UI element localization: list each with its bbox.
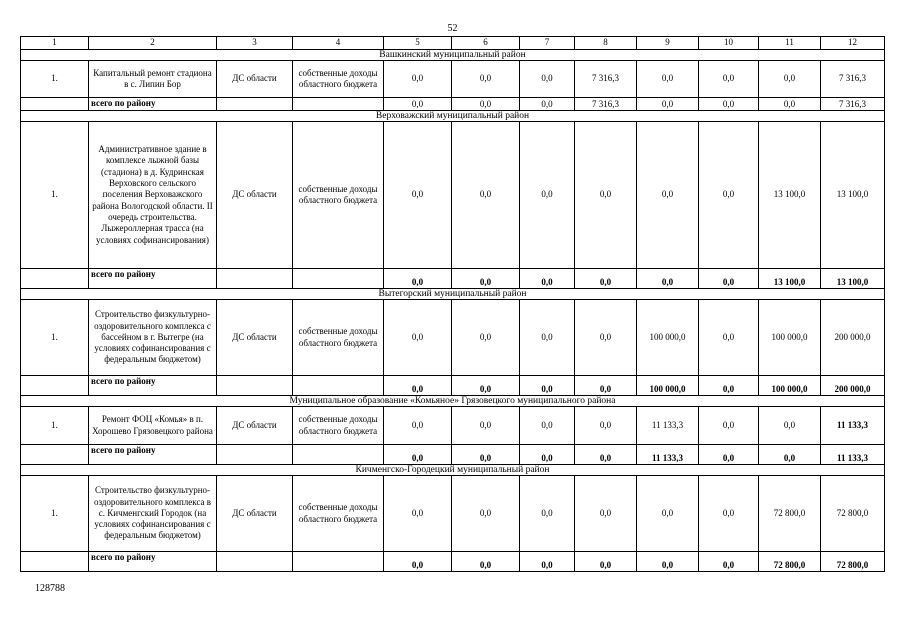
total-cell: 0,0	[520, 98, 575, 111]
value-cell: 100 000,0	[759, 300, 821, 376]
total-cell: 0,0	[384, 552, 452, 572]
value-cell: 0,0	[637, 476, 699, 552]
district-header-row	[21, 396, 885, 407]
total-label: всего по району	[89, 269, 217, 289]
total-label: всего по району	[89, 98, 217, 111]
total-cell: 0,0	[575, 269, 637, 289]
district-total-row	[21, 376, 885, 396]
value-cell: 11 133,3	[637, 407, 699, 445]
project-row	[21, 300, 885, 376]
value-cell: 0,0	[384, 300, 452, 376]
total-cell: 0,0	[520, 552, 575, 572]
value-cell: 200 000,0	[821, 300, 885, 376]
customer: ДС области	[217, 300, 293, 376]
row-number: 1.	[21, 122, 89, 269]
funding-source: собственные доходы областного бюджета	[293, 61, 384, 98]
value-cell: 0,0	[384, 122, 452, 269]
total-cell: 200 000,0	[821, 376, 885, 396]
project-name: Строительство физкультурно-оздоровительного комплекса в с. Кичменгский Городок (на условиях софинансирования с федеральным бюджетом)	[89, 476, 217, 552]
total-cell: 0,0	[452, 552, 520, 572]
total-cell: 0,0	[452, 445, 520, 465]
column-number-row	[21, 37, 885, 50]
column-header: 9	[637, 37, 699, 50]
value-cell: 0,0	[520, 61, 575, 98]
total-cell: 7 316,3	[575, 98, 637, 111]
column-header: 2	[89, 37, 217, 50]
row-number: 1.	[21, 407, 89, 445]
value-cell: 0,0	[699, 407, 759, 445]
total-cell: 11 133,3	[637, 445, 699, 465]
total-cell: 0,0	[637, 552, 699, 572]
row-number: 1.	[21, 61, 89, 98]
district-name: Вашкинский муниципальный район	[21, 50, 885, 61]
column-header: 12	[821, 37, 885, 50]
value-cell: 0,0	[452, 407, 520, 445]
funding-source: собственные доходы областного бюджета	[293, 122, 384, 269]
total-cell: 0,0	[575, 445, 637, 465]
value-cell: 0,0	[575, 407, 637, 445]
total-label: всего по району	[89, 445, 217, 465]
value-cell: 0,0	[452, 300, 520, 376]
total-cell: 100 000,0	[637, 376, 699, 396]
customer: ДС области	[217, 61, 293, 98]
total-cell: 0,0	[452, 269, 520, 289]
total-cell: 72 800,0	[759, 552, 821, 572]
district-total-row	[21, 445, 885, 465]
total-cell: 0,0	[384, 445, 452, 465]
funding-source: собственные доходы областного бюджета	[293, 300, 384, 376]
district-header-row	[21, 111, 885, 122]
total-cell: 0,0	[759, 98, 821, 111]
district-header-row	[21, 50, 885, 61]
total-cell: 13 100,0	[759, 269, 821, 289]
value-cell: 11 133,3	[821, 407, 885, 445]
value-cell: 0,0	[452, 122, 520, 269]
value-cell: 0,0	[699, 300, 759, 376]
row-number: 1.	[21, 300, 89, 376]
total-cell: 0,0	[699, 552, 759, 572]
district-name: Вытегорский муниципальный район	[21, 289, 885, 300]
value-cell: 13 100,0	[759, 122, 821, 269]
column-header: 11	[759, 37, 821, 50]
total-cell: 0,0	[699, 376, 759, 396]
total-cell: 0,0	[384, 98, 452, 111]
district-total-row	[21, 552, 885, 572]
value-cell: 7 316,3	[575, 61, 637, 98]
value-cell: 0,0	[575, 476, 637, 552]
value-cell: 0,0	[637, 61, 699, 98]
total-cell: 0,0	[637, 269, 699, 289]
row-number: 1.	[21, 476, 89, 552]
total-cell: 0,0	[575, 552, 637, 572]
total-cell: 0,0	[452, 376, 520, 396]
value-cell: 0,0	[384, 61, 452, 98]
total-cell: 0,0	[520, 269, 575, 289]
total-cell: 11 133,3	[821, 445, 885, 465]
total-cell: 100 000,0	[759, 376, 821, 396]
total-cell: 0,0	[699, 269, 759, 289]
district-total-row	[21, 98, 885, 111]
value-cell: 0,0	[575, 122, 637, 269]
value-cell: 0,0	[520, 407, 575, 445]
column-header: 10	[699, 37, 759, 50]
value-cell: 0,0	[384, 407, 452, 445]
value-cell: 0,0	[699, 61, 759, 98]
project-name: Строительство физкультурно-оздоровительного комплекса с бассейном в г. Вытегре (на условиях софинансирования с федеральным бюджетом)	[89, 300, 217, 376]
project-name: Административное здание в комплексе лыжной базы (стадиона) в д. Кудринская Верховского сельского поселения Верховажского района Вологодской области. II очередь строительства. Лыжероллерная трасса (на условиях софинансирования)	[89, 122, 217, 269]
page-number: 52	[447, 23, 458, 34]
column-header: 6	[452, 37, 520, 50]
total-label: всего по району	[89, 376, 217, 396]
column-header: 3	[217, 37, 293, 50]
value-cell: 0,0	[699, 476, 759, 552]
column-header: 5	[384, 37, 452, 50]
total-cell: 0,0	[637, 98, 699, 111]
district-header-row	[21, 465, 885, 476]
value-cell: 0,0	[699, 122, 759, 269]
column-header: 4	[293, 37, 384, 50]
value-cell: 7 316,3	[821, 61, 885, 98]
project-row	[21, 122, 885, 269]
total-label: всего по району	[89, 552, 217, 572]
value-cell: 72 800,0	[821, 476, 885, 552]
value-cell: 0,0	[575, 300, 637, 376]
total-cell: 0,0	[699, 445, 759, 465]
value-cell: 0,0	[759, 61, 821, 98]
value-cell: 0,0	[384, 476, 452, 552]
total-cell: 13 100,0	[821, 269, 885, 289]
total-cell: 0,0	[452, 98, 520, 111]
value-cell: 0,0	[452, 61, 520, 98]
value-cell: 0,0	[520, 476, 575, 552]
total-cell: 0,0	[384, 376, 452, 396]
total-cell: 0,0	[575, 376, 637, 396]
value-cell: 0,0	[520, 300, 575, 376]
district-name: Кичменгско-Городецкий муниципальный район	[21, 465, 885, 476]
customer: ДС области	[217, 407, 293, 445]
project-row	[21, 61, 885, 98]
project-row	[21, 407, 885, 445]
value-cell: 13 100,0	[821, 122, 885, 269]
total-cell: 0,0	[520, 376, 575, 396]
total-cell: 0,0	[520, 445, 575, 465]
total-cell: 0,0	[759, 445, 821, 465]
project-row	[21, 476, 885, 552]
total-cell: 72 800,0	[821, 552, 885, 572]
document-code: 128788	[35, 583, 65, 594]
value-cell: 0,0	[520, 122, 575, 269]
value-cell: 72 800,0	[759, 476, 821, 552]
district-name: Муниципальное образование «Комьяное» Грязовецкого муниципального района	[21, 396, 885, 407]
funding-source: собственные доходы областного бюджета	[293, 476, 384, 552]
customer: ДС области	[217, 476, 293, 552]
project-name: Капитальный ремонт стадиона в с. Липин Бор	[89, 61, 217, 98]
funding-source: собственные доходы областного бюджета	[293, 407, 384, 445]
column-header: 8	[575, 37, 637, 50]
district-total-row	[21, 269, 885, 289]
budget-table	[20, 36, 885, 572]
district-name: Верховажский муниципальный район	[21, 111, 885, 122]
district-header-row	[21, 289, 885, 300]
customer: ДС области	[217, 122, 293, 269]
value-cell: 0,0	[452, 476, 520, 552]
total-cell: 7 316,3	[821, 98, 885, 111]
project-name: Ремонт ФОЦ «Комья» в п. Хорошево Грязовецкого района	[89, 407, 217, 445]
total-cell: 0,0	[699, 98, 759, 111]
value-cell: 0,0	[637, 122, 699, 269]
column-header: 1	[21, 37, 89, 50]
total-cell: 0,0	[384, 269, 452, 289]
value-cell: 100 000,0	[637, 300, 699, 376]
value-cell: 0,0	[759, 407, 821, 445]
column-header: 7	[520, 37, 575, 50]
